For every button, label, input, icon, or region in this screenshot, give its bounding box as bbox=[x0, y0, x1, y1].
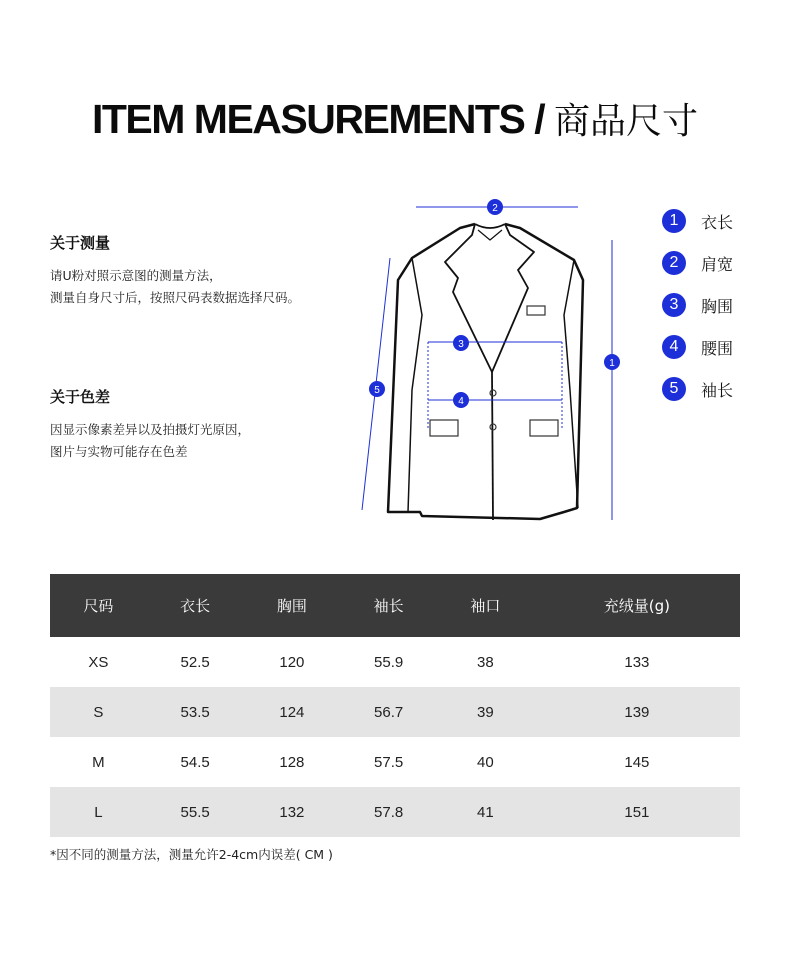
color-note-line: 因显示像素差异以及拍摄灯光原因， bbox=[50, 422, 251, 437]
table-cell: 120 bbox=[279, 653, 305, 671]
jacket-outline bbox=[388, 224, 583, 519]
marker-5-label: 5 bbox=[374, 385, 380, 396]
table-cell: L bbox=[50, 787, 147, 837]
legend-number: 3 bbox=[662, 293, 686, 317]
table-row bbox=[50, 737, 740, 787]
size-table bbox=[50, 574, 740, 837]
color-note bbox=[50, 386, 350, 463]
legend-item bbox=[662, 375, 733, 403]
legend-label: 腰围 bbox=[701, 338, 734, 358]
marker-2-label: 2 bbox=[492, 203, 498, 214]
jacket-diagram bbox=[350, 190, 630, 530]
title-cn: 商品尺寸 bbox=[554, 101, 699, 142]
header-length: 衣长 bbox=[147, 574, 244, 637]
table-cell: 55.5 bbox=[147, 787, 244, 837]
table-row bbox=[50, 687, 740, 737]
measure-note-line: 测量自身尺寸后，按照尺码表数据选择尺码。 bbox=[50, 290, 301, 305]
table-row bbox=[50, 787, 740, 837]
legend-item bbox=[662, 333, 733, 361]
table-cell: 53.5 bbox=[147, 687, 244, 737]
measure-note-line: 请U粉对照示意图的测量方法， bbox=[50, 268, 222, 283]
table-cell: 52.5 bbox=[180, 653, 210, 671]
legend-label: 肩宽 bbox=[701, 254, 734, 274]
table-cell: 124 bbox=[244, 687, 341, 737]
marker-4-label: 4 bbox=[458, 396, 464, 407]
table-cell: 128 bbox=[279, 753, 305, 771]
jacket-collar bbox=[445, 224, 534, 520]
header-chest: 胸围 bbox=[244, 574, 341, 637]
table-cell: 54.5 bbox=[180, 753, 210, 771]
legend-label: 袖长 bbox=[701, 380, 734, 400]
legend-label: 胸围 bbox=[701, 296, 734, 316]
legend-number: 5 bbox=[662, 377, 686, 401]
table-cell: 57.8 bbox=[340, 787, 437, 837]
table-cell: 55.9 bbox=[374, 653, 404, 671]
color-note-heading: 关于色差 bbox=[50, 388, 111, 406]
header-cuff: 袖口 bbox=[437, 574, 534, 637]
table-cell: 151 bbox=[534, 787, 740, 837]
page-title bbox=[0, 93, 790, 144]
table-cell: S bbox=[50, 687, 147, 737]
measurement-legend bbox=[662, 207, 733, 417]
jacket-pockets bbox=[430, 306, 558, 436]
legend-number: 2 bbox=[662, 251, 686, 275]
table-cell: 38 bbox=[477, 653, 494, 671]
table-cell: 133 bbox=[624, 653, 650, 671]
table-row bbox=[50, 637, 740, 687]
table-cell: XS bbox=[88, 653, 109, 671]
legend-item bbox=[662, 249, 733, 277]
legend-item bbox=[662, 207, 733, 235]
measure-note-heading: 关于测量 bbox=[50, 234, 111, 252]
title-en: ITEM MEASUREMENTS / bbox=[91, 96, 554, 142]
table-cell: 41 bbox=[437, 787, 534, 837]
legend-label: 衣长 bbox=[701, 212, 734, 232]
legend-number: 1 bbox=[662, 209, 686, 233]
marker-1-label: 1 bbox=[609, 358, 615, 369]
footnote: *因不同的测量方法，测量允许2-4cm内误差( CM ) bbox=[50, 847, 333, 862]
table-cell: M bbox=[92, 753, 105, 771]
table-cell: 132 bbox=[244, 787, 341, 837]
table-cell: 39 bbox=[437, 687, 534, 737]
color-note-line: 图片与实物可能存在色差 bbox=[50, 444, 188, 459]
header-size: 尺码 bbox=[50, 574, 147, 637]
table-cell: 56.7 bbox=[340, 687, 437, 737]
table-cell: 145 bbox=[624, 753, 650, 771]
legend-number: 4 bbox=[662, 335, 686, 359]
table-cell: 139 bbox=[534, 687, 740, 737]
header-sleeve: 袖长 bbox=[340, 574, 437, 637]
table-header-row bbox=[50, 574, 740, 637]
table-cell: 57.5 bbox=[374, 753, 404, 771]
measure-note bbox=[50, 232, 350, 309]
marker-3-label: 3 bbox=[458, 339, 464, 350]
table-cell: 40 bbox=[477, 753, 494, 771]
header-fill: 充绒量(g) bbox=[534, 574, 740, 637]
legend-item bbox=[662, 291, 733, 319]
